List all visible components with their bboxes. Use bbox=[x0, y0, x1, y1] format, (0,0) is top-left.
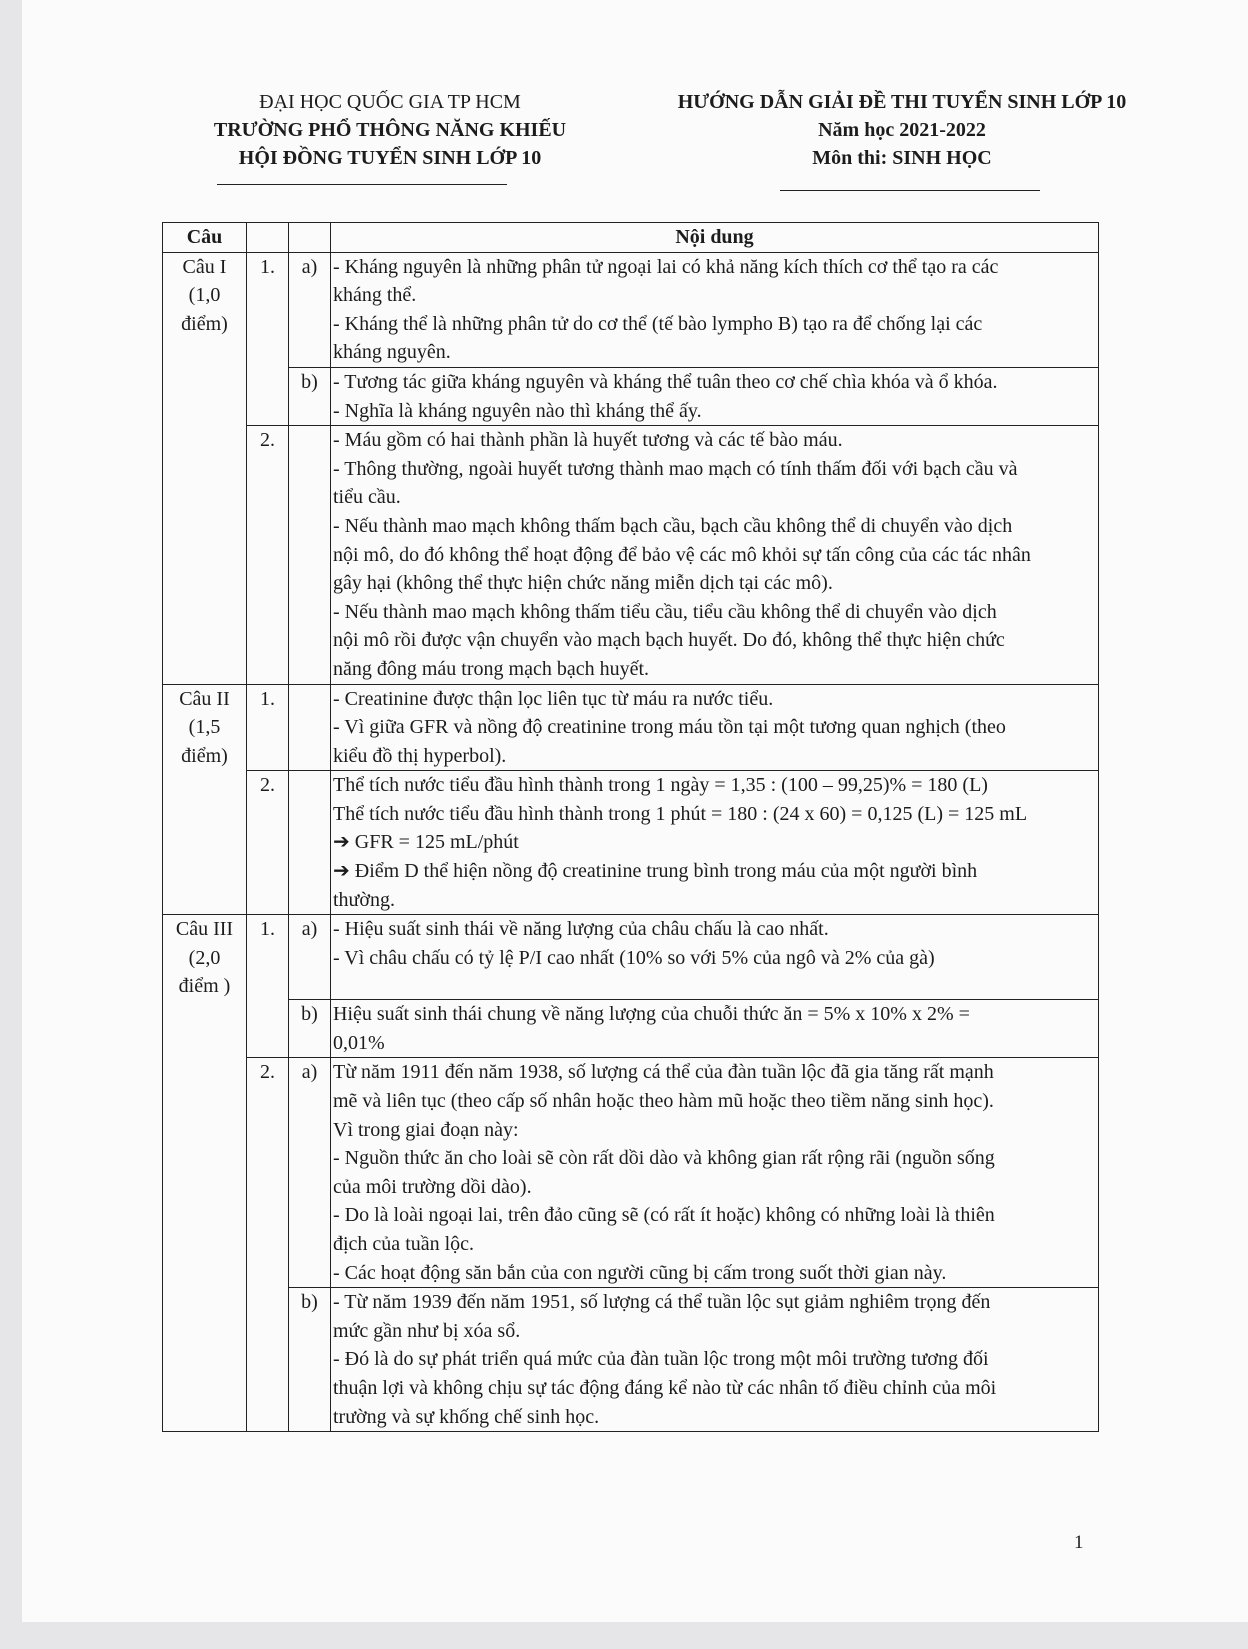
sub-item-label: a) bbox=[289, 915, 331, 1000]
question-label bbox=[163, 684, 247, 915]
text-line: - Nguồn thức ăn cho loài sẽ còn rất dồi dào và không gian rất rộng rãi (nguồn sống bbox=[333, 1147, 995, 1170]
text-line: - Do là loài ngoại lai, trên đảo cũng sẽ (có rất ít hoặc) không có những loài là thiên bbox=[333, 1204, 995, 1227]
column-header-content: Nội dung bbox=[331, 223, 1099, 253]
text-line: - Vì châu chấu có tỷ lệ P/I cao nhất (10% so với 5% của ngô và 2% của gà) bbox=[333, 946, 935, 969]
text-line: điểm ) bbox=[178, 975, 231, 998]
text-line: ➔ Điểm D thể hiện nồng độ creatinine trung bình trong máu của một người bình bbox=[333, 860, 978, 883]
table-row bbox=[163, 1288, 1099, 1432]
text-line: - Đó là do sự phát triển quá mức của đàn tuần lộc trong một môi trường tương đối bbox=[333, 1348, 989, 1371]
item-number: 2. bbox=[247, 1058, 289, 1432]
exam-subject: Môn thi: SINH HỌC bbox=[812, 147, 992, 169]
table-row bbox=[163, 1058, 1099, 1288]
institution-header bbox=[170, 88, 610, 172]
text-line: trường và sự khống chế sinh học. bbox=[333, 1405, 600, 1428]
text-line: - Thông thường, ngoài huyết tương thành mao mạch có tính thấm đối với bạch cầu và bbox=[333, 457, 1018, 480]
text-line: Câu II bbox=[179, 687, 230, 710]
table-row bbox=[163, 684, 1099, 771]
council-name: HỘI ĐỒNG TUYỂN SINH LỚP 10 bbox=[238, 147, 542, 169]
sub-item-label bbox=[289, 771, 331, 915]
text-line: - Creatinine được thận lọc liên tục từ máu ra nước tiểu. bbox=[333, 687, 774, 710]
text-line: - Nếu thành mao mạch không thấm tiểu cầu, tiểu cầu không thể di chuyển vào dịch bbox=[333, 600, 997, 623]
text-line: địch của tuần lộc. bbox=[333, 1233, 475, 1255]
document-title: HƯỚNG DẪN GIẢI ĐỀ THI TUYỂN SINH LỚP 10 bbox=[677, 91, 1127, 113]
text-line: điểm) bbox=[181, 744, 228, 767]
answer-content bbox=[331, 1058, 1099, 1288]
table-row bbox=[163, 426, 1099, 684]
text-line: Hiệu suất sinh thái chung về năng lượng của chuỗi thức ăn = 5% x 10% x 2% = bbox=[333, 1003, 970, 1026]
text-line: kháng nguyên. bbox=[333, 341, 451, 364]
text-line: Từ năm 1911 đến năm 1938, số lượng cá thể của đàn tuần lộc đã gia tăng rất mạnh bbox=[333, 1061, 994, 1084]
text-line: Thể tích nước tiểu đầu hình thành trong 1 phút = 180 : (24 x 60) = 0,125 (L) = 125 mL bbox=[333, 802, 1028, 825]
table-header-row bbox=[163, 223, 1099, 253]
document-page bbox=[22, 0, 1248, 1622]
text-line: - Kháng nguyên là những phân tử ngoại lai có khả năng kích thích cơ thể tạo ra các bbox=[333, 255, 999, 278]
text-line: kháng thể. bbox=[333, 284, 417, 307]
text-line: gây hại (không thể thực hiện chức năng miễn dịch tại các mô). bbox=[333, 572, 833, 595]
text-line: - Vì giữa GFR và nồng độ creatinine trong máu tồn tại một tương quan nghịch (theo bbox=[333, 716, 1006, 739]
text-line: nội mô, do đó không thể hoạt động để bảo vệ các mô khỏi sự tấn công của các tác nhân bbox=[333, 543, 1031, 566]
answer-content bbox=[331, 1288, 1099, 1432]
university-name: ĐẠI HỌC QUỐC GIA TP HCM bbox=[259, 91, 521, 113]
answer-content bbox=[331, 915, 1099, 1000]
item-number: 2. bbox=[247, 771, 289, 915]
page-number: 1 bbox=[1074, 1532, 1084, 1553]
text-line: điểm) bbox=[181, 312, 228, 335]
text-line: Vì trong giai đoạn này: bbox=[333, 1118, 519, 1141]
sub-item-label: b) bbox=[289, 1288, 331, 1432]
text-line: mẽ và liên tục (theo cấp số nhân hoặc theo hàm mũ hoặc theo tiềm năng sinh học). bbox=[333, 1090, 994, 1113]
table-row bbox=[163, 771, 1099, 915]
answer-content bbox=[331, 684, 1099, 771]
item-number: 2. bbox=[247, 426, 289, 684]
answer-content bbox=[331, 367, 1099, 425]
item-number: 1. bbox=[247, 684, 289, 771]
text-line: - Từ năm 1939 đến năm 1951, số lượng cá thể tuần lộc sụt giảm nghiêm trọng đến bbox=[333, 1291, 991, 1314]
text-line: 0,01% bbox=[333, 1031, 385, 1054]
text-line: - Các hoạt động săn bắn của con người cũng bị cấm trong suốt thời gian này. bbox=[333, 1261, 947, 1284]
text-line: Câu III bbox=[175, 918, 234, 941]
text-line: - Tương tác giữa kháng nguyên và kháng thể tuân theo cơ chế chìa khóa và ổ khóa. bbox=[333, 370, 998, 393]
text-line: (2,0 bbox=[188, 946, 221, 969]
item-number: 1. bbox=[247, 252, 289, 426]
school-year: Năm học 2021-2022 bbox=[818, 119, 986, 141]
answer-content bbox=[331, 771, 1099, 915]
table-row bbox=[163, 915, 1099, 1000]
text-line: (1,0 bbox=[188, 284, 221, 307]
column-header-blank bbox=[289, 223, 331, 253]
text-line: - Hiệu suất sinh thái về năng lượng của châu chấu là cao nhất. bbox=[333, 918, 829, 941]
text-line: - Nghĩa là kháng nguyên nào thì kháng thể ấy. bbox=[333, 399, 702, 422]
answer-table bbox=[162, 222, 1099, 1432]
header-divider-left bbox=[217, 184, 507, 185]
sub-item-label bbox=[289, 684, 331, 771]
sub-item-label: b) bbox=[289, 1000, 331, 1058]
text-line: Thể tích nước tiểu đầu hình thành trong 1 ngày = 1,35 : (100 – 99,25)% = 180 (L) bbox=[333, 774, 988, 797]
column-header-cau: Câu bbox=[163, 223, 247, 253]
column-header-blank bbox=[247, 223, 289, 253]
text-line: - Nếu thành mao mạch không thấm bạch cầu, bạch cầu không thể di chuyển vào dịch bbox=[333, 514, 1013, 537]
text-line: thường. bbox=[333, 888, 395, 911]
text-line: - Máu gồm có hai thành phần là huyết tương và các tế bào máu. bbox=[333, 429, 843, 452]
question-label bbox=[163, 915, 247, 1432]
school-name: TRƯỜNG PHỔ THÔNG NĂNG KHIẾU bbox=[213, 119, 567, 141]
item-number: 1. bbox=[247, 915, 289, 1058]
sub-item-label: a) bbox=[289, 252, 331, 367]
text-line: ➔ GFR = 125 mL/phút bbox=[333, 831, 519, 854]
text-line: nội mô rồi được vận chuyển vào mạch bạch huyết. Do đó, không thể thực hiện chức bbox=[333, 629, 1005, 652]
table-row bbox=[163, 252, 1099, 367]
text-line: kiểu đồ thị hyperbol). bbox=[333, 744, 507, 767]
text-line: - Kháng thể là những phân tử do cơ thể (tế bào lympho B) tạo ra để chống lại các bbox=[333, 312, 983, 335]
document-title-block bbox=[622, 88, 1182, 172]
text-line: của môi trường dồi dào). bbox=[333, 1175, 532, 1198]
text-line: năng đông máu trong mạch bạch huyết. bbox=[333, 657, 650, 680]
table-row bbox=[163, 1000, 1099, 1058]
header-divider-right bbox=[780, 190, 1040, 191]
answer-content bbox=[331, 252, 1099, 367]
answer-content bbox=[331, 1000, 1099, 1058]
text-line: mức gần như bị xóa sổ. bbox=[333, 1319, 521, 1342]
text-line: Câu I bbox=[182, 255, 227, 278]
text-line: tiểu cầu. bbox=[333, 486, 401, 509]
question-label bbox=[163, 252, 247, 684]
answer-content bbox=[331, 426, 1099, 684]
text-line: thuận lợi và không chịu sự tác động đáng kể nào từ các nhân tố điều chỉnh của môi bbox=[333, 1376, 997, 1399]
sub-item-label: b) bbox=[289, 367, 331, 425]
table-row bbox=[163, 367, 1099, 425]
text-line: (1,5 bbox=[188, 716, 221, 739]
sub-item-label bbox=[289, 426, 331, 684]
sub-item-label: a) bbox=[289, 1058, 331, 1288]
